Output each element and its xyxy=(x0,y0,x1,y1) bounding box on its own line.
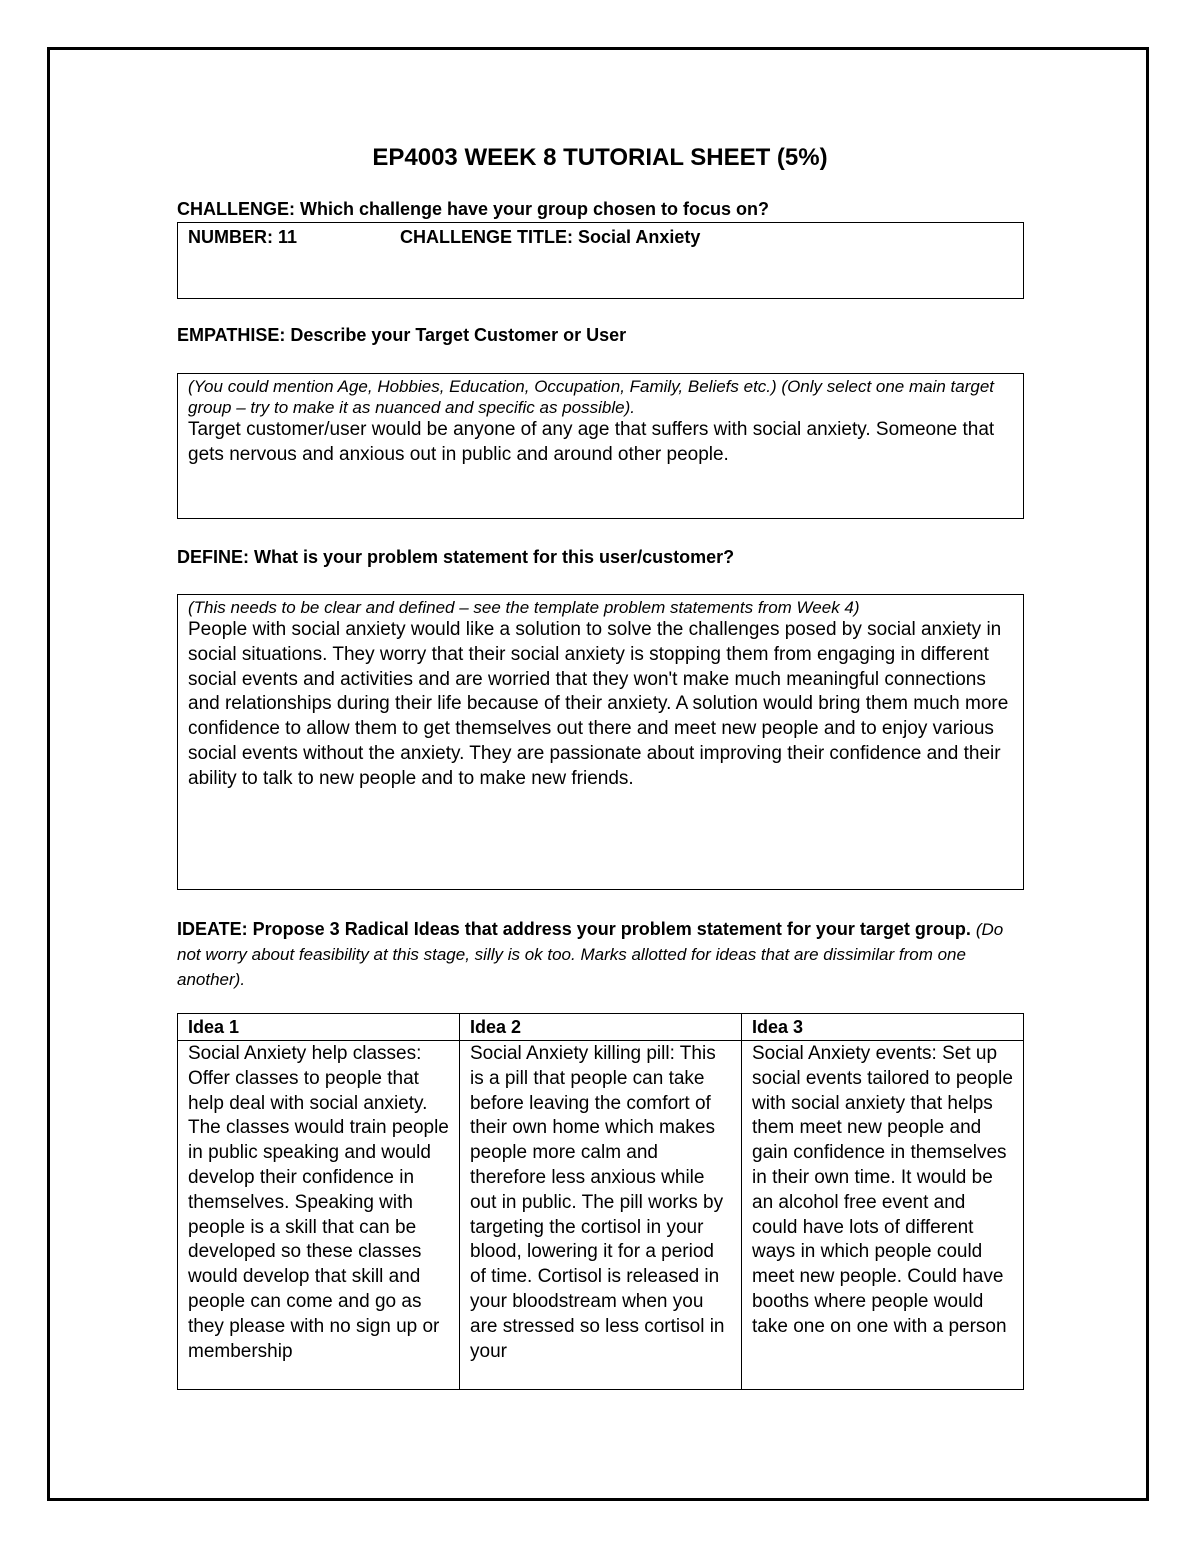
empathise-box xyxy=(177,373,1024,519)
ideate-heading xyxy=(177,917,1027,992)
idea-2-header: Idea 2 xyxy=(460,1014,742,1041)
define-hint: (This needs to be clear and defined – see the template problem statements from Week 4) xyxy=(188,598,860,617)
define-box xyxy=(177,594,1024,890)
idea-3-text: Social Anxiety events: Set up social events tailored to people with social anxiety that helps them meet new people and gain confidence in themselves in their own time. It would be an alcohol free event and could have lots of different ways in which people could meet new people. Could have booths where people would take one on one with a person xyxy=(742,1041,1024,1390)
empathise-heading: EMPATHISE: Describe your Target Customer or User xyxy=(177,325,627,345)
idea-1-text: Social Anxiety help classes: Offer classes to people that help deal with social anxiety. The classes would train people in public speaking and would develop their confidence in themselves. Speaking with people is a skill that can be developed so these classes would develop that skill and people can come and go as they please with no sign up or membership xyxy=(178,1041,460,1390)
challenge-title: CHALLENGE TITLE: Social Anxiety xyxy=(400,227,701,247)
ideas-header-row xyxy=(178,1014,1024,1041)
challenge-row xyxy=(188,225,1013,249)
ideas-body-row xyxy=(178,1041,1024,1390)
challenge-number: NUMBER: 11 xyxy=(188,227,298,247)
ideate-heading-note: (Do not worry about feasibility at this stage, silly is ok too. Marks allotted for ideas that are dissimilar from one another). xyxy=(177,920,1004,989)
empathise-hint: (You could mention Age, Hobbies, Education, Occupation, Family, Beliefs etc.) (Only select one main target group – try to make it as nuanced and specific as possible). xyxy=(188,377,995,417)
ideate-heading-bold: IDEATE: Propose 3 Radical Ideas that address your problem statement for your target group. xyxy=(177,919,971,939)
idea-1-header: Idea 1 xyxy=(178,1014,460,1041)
define-heading: DEFINE: What is your problem statement for this user/customer? xyxy=(177,547,735,567)
idea-2-text: Social Anxiety killing pill: This is a pill that people can take before leaving the comfort of their own home which makes people more calm and therefore less anxious while out in public. The pill works by targeting the cortisol in your blood, lowering it for a period of time. Cortisol is released in your bloodstream when you are stressed so less cortisol in your xyxy=(460,1041,742,1390)
empathise-answer: Target customer/user would be anyone of any age that suffers with social anxiety. Someone that gets nervous and anxious out in public and around other people. xyxy=(188,419,995,465)
document-title: EP4003 WEEK 8 TUTORIAL SHEET (5%) xyxy=(372,144,828,171)
idea-3-header: Idea 3 xyxy=(742,1014,1024,1041)
challenge-box xyxy=(177,222,1024,299)
define-answer: People with social anxiety would like a solution to solve the challenges posed by social anxiety in social situations. They worry that their social anxiety is stopping them from engaging in different social events and activities and are worried that they won't make much meaningful connections and relationships during their life because of their anxiety. A solution would bring them much more confidence to allow them to get themselves out there and meet new people and to enjoy various social events without the anxiety. They are passionate about improving their confidence and their ability to talk to new people and to make new friends. xyxy=(188,619,1009,789)
ideas-table xyxy=(177,1013,1024,1390)
challenge-heading: CHALLENGE: Which challenge have your group chosen to focus on? xyxy=(177,199,770,219)
